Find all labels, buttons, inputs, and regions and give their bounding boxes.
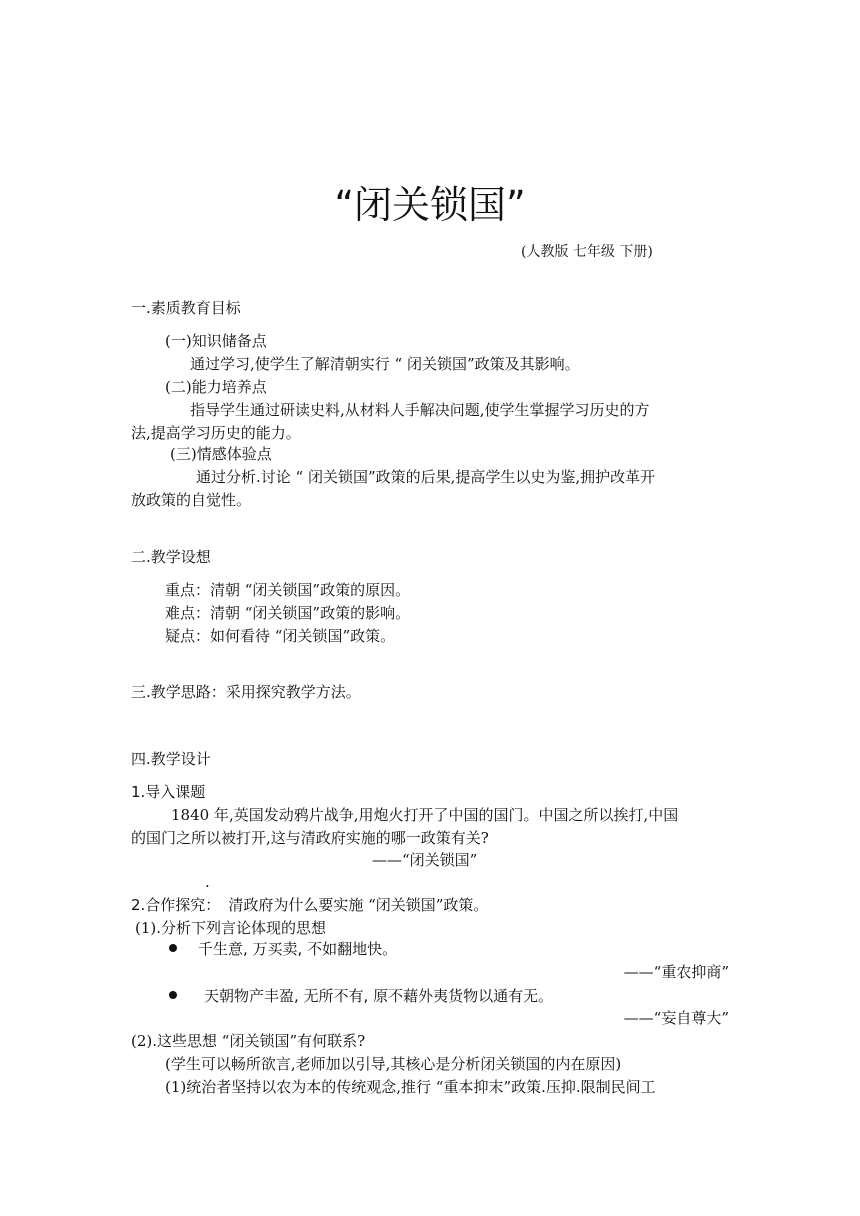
quote-2: 天朝物产丰盈, 无所不有, 原不藉外夷货物以通有无。 (204, 987, 554, 1005)
difficult-point: 难点：清朝 “闭关锁国”政策的影响。 (165, 604, 411, 622)
step1-line2: 的国门之所以被打开,这与清政府实施的哪一政策有关? (131, 829, 489, 847)
question-2-note: (学生可以畅所欲言,老师加以引导,其核心是分析闭关锁国的内在原因) (165, 1055, 622, 1073)
section1-sub2-text-line2: 法,提高学习历史的能力。 (131, 424, 301, 442)
document-subtitle: (人教版 七年级 下册) (521, 244, 653, 260)
step2-heading: 2.合作探究： (131, 896, 221, 914)
section1-sub3-text-line2: 放政策的自觉性。 (131, 491, 252, 509)
section3-heading: 三.教学思路： (131, 683, 226, 701)
section1-sub3-text-line1: 通过分析.讨论 “ 闭关锁国”政策的后果,提高学生以史为鉴,拥护改革开 (196, 468, 656, 486)
section1-heading: 一.素质教育目标 (131, 299, 241, 317)
section2-heading: 二.教学设想 (131, 548, 211, 566)
doubt-point: 疑点：如何看待 “闭关锁国”政策。 (165, 627, 396, 645)
document-title: “闭关锁国” (334, 183, 526, 227)
question-2-answer-line1: (1)统治者坚持以农为本的传统观念,推行 “重本抑末”政策.压抑.限制民间工 (165, 1078, 656, 1096)
section1-sub2-label: (二)能力培养点 (165, 378, 267, 396)
step1-answer: ——“闭关锁国” (372, 851, 478, 869)
section3-line (131, 682, 361, 702)
section1-sub1-label: (一)知识储备点 (165, 332, 267, 350)
question-1: (1).分析下列言论体现的思想 (135, 919, 327, 937)
section3-text: 采用探究教学方法。 (225, 683, 361, 701)
section4-heading: 四.教学设计 (131, 750, 211, 768)
section1-sub3-label: (三)情感体验点 (170, 445, 272, 463)
question-2: (2).这些思想 “闭关锁国”有何联系? (131, 1032, 366, 1050)
step1-heading: 1.导入课题 (131, 783, 206, 801)
quote-2-attribution: ——“妄自尊大” (623, 1009, 729, 1027)
step2-line (131, 895, 488, 915)
section1-sub2-text-line1: 指导学生通过研读史料,从材料人手解决问题,使学生掌握学习历史的方 (190, 401, 650, 419)
key-point: 重点：清朝 “闭关锁国”政策的原因。 (165, 581, 411, 599)
bullet-icon (169, 991, 177, 999)
section1-sub1-text: 通过学习,使学生了解清朝实行 “ 闭关锁国”政策及其影响。 (190, 355, 580, 373)
bullet-icon (169, 944, 177, 952)
quote-1: 千生意, 万买卖, 不如翻地快。 (198, 940, 398, 958)
stray-dot: . (205, 873, 210, 891)
step1-line1: 1840 年,英国发动鸦片战争,用炮火打开了中国的国门。中国之所以挨打,中国 (171, 806, 679, 824)
quote-1-attribution: ——“重农抑商” (623, 963, 729, 981)
step2-text: 清政府为什么要实施 “闭关锁国”政策。 (228, 896, 489, 914)
